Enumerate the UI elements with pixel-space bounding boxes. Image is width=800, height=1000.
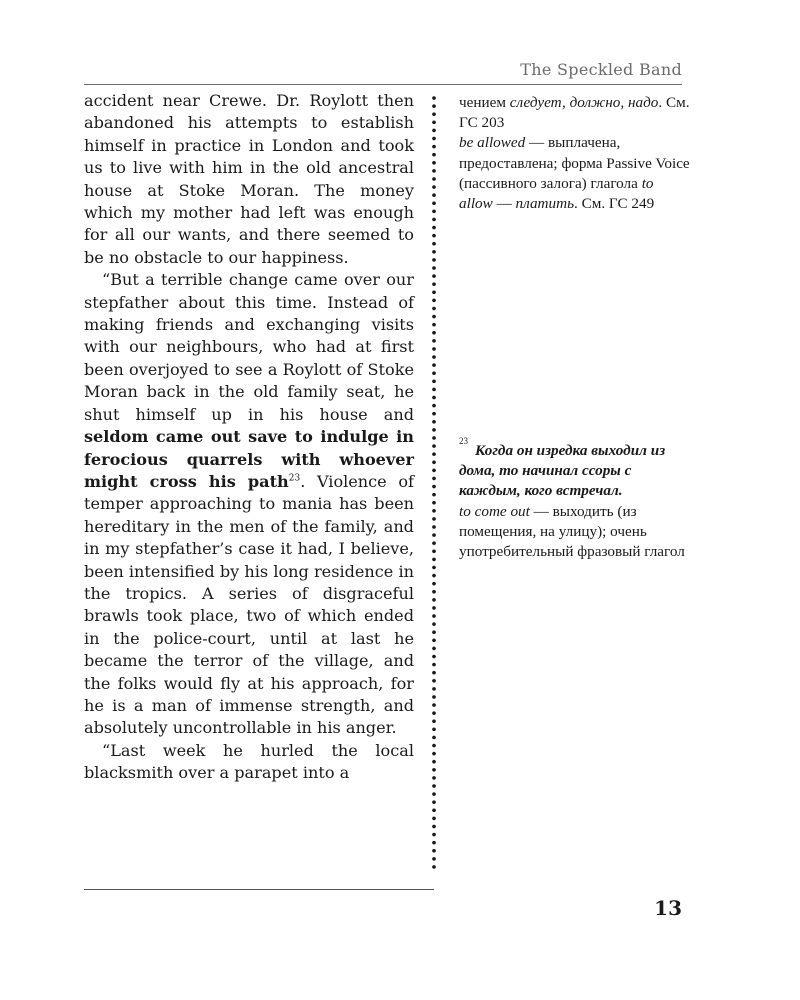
note-italic: платить bbox=[515, 195, 574, 213]
glossed-phrase: seldom came out save to indulge in ferocious quarrels with whoever might cross his path bbox=[84, 427, 414, 491]
note-continued bbox=[459, 93, 691, 214]
note-text: . См. ГС 203 bbox=[459, 94, 690, 132]
note-headword: to come out bbox=[459, 502, 530, 520]
note-number: 23 bbox=[459, 436, 468, 446]
main-text-column bbox=[84, 90, 414, 785]
note-text: — выходить (из помещения, на улицу); очень употребительный фразовый глагол bbox=[459, 502, 685, 561]
note-headword: be allowed bbox=[459, 134, 526, 152]
note-23-text bbox=[459, 436, 691, 562]
dotted-separator bbox=[431, 94, 437, 870]
note-continued-text bbox=[459, 93, 691, 214]
note-text: чением bbox=[459, 94, 510, 111]
bottom-rule bbox=[84, 889, 434, 890]
note-italic: to allow bbox=[459, 174, 654, 213]
paragraph-1: accident near Crewe. Dr. Roylott then abandoned his attempts to establish himself in practice in London and took us to live with him in the old ancestral house at Stoke Moran. The money which my mother had left was enough for all our wants, and there seemed to be no obstacle to our happiness. bbox=[84, 91, 414, 267]
header-rule bbox=[84, 84, 682, 85]
paragraph-2-end: . Violence of temper approaching to mania has been hereditary in the men of the family, and in my stepfather’s case it had, I believe, been intensified by his long residence in the tropics. A series of disgraceful brawls took place, two of which ended in the police-court, until at last he became the terror of the village, and the folks would fly at his approach, for he is a man of immense strength, and absolutely uncontrollable in his anger. bbox=[84, 471, 414, 738]
note-text: — выплачена, предоставлена; форма Passive Voice (пассивного залога) глагола bbox=[459, 134, 690, 192]
paragraph-2-start: “But a terrible change came over our stepfather about this time. Instead of making friends and exchanging visits with our neighbours, who had at first been overjoyed to see a Roylott of Stoke Moran back in the old family seat, he shut himself up in his house and bbox=[84, 270, 414, 424]
note-italic: следует, должно, надо bbox=[509, 94, 659, 111]
page-number: 13 bbox=[654, 896, 682, 920]
note-23 bbox=[459, 436, 691, 562]
note-text: . См. ГС 249 bbox=[573, 195, 655, 213]
footnote-ref-23: 23 bbox=[288, 473, 301, 484]
note-translation: Когда он изредка выходил из дома, то начинал ссоры с каждым, кого встречал. bbox=[459, 442, 666, 500]
note-text: — bbox=[492, 195, 516, 213]
paragraph-3: “Last week he hurled the local blacksmith over a parapet into a bbox=[84, 740, 414, 783]
paragraph-2 bbox=[84, 269, 414, 740]
header-title: The Speckled Band bbox=[520, 60, 682, 79]
